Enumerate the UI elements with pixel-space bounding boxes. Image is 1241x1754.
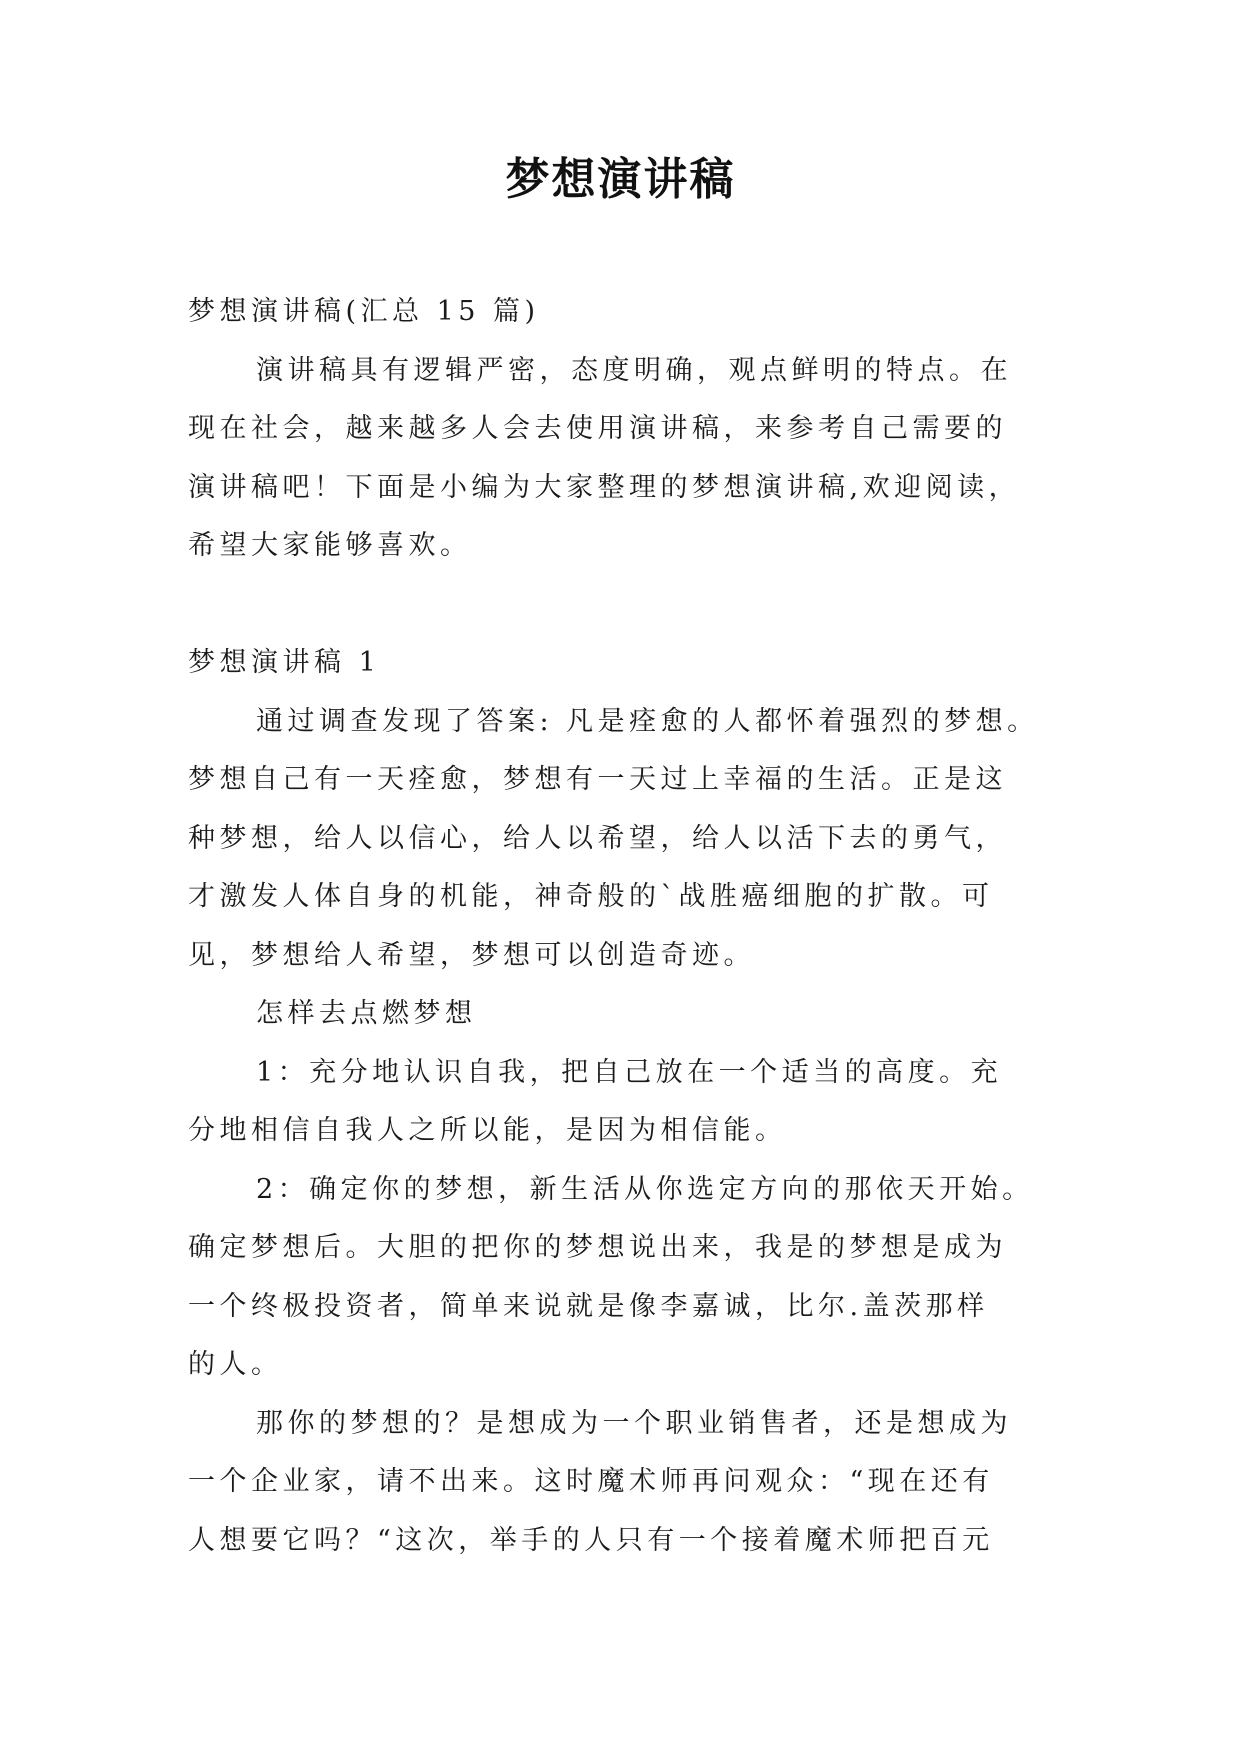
text-line: 怎样去点燃梦想	[256, 998, 477, 1029]
text-line: 人想要它吗？“这次，举手的人只有一个接着魔术师把百元	[188, 1524, 994, 1556]
text-line: 确定梦想后。大胆的把你的梦想说出来，我是的梦想是成为	[188, 1232, 1007, 1263]
text-line: 2：确定你的梦想，新生活从你选定方向的那依天开始。	[256, 1173, 1034, 1205]
text-line: 种梦想，给人以信心，给人以希望，给人以活下去的勇气，	[188, 822, 1007, 854]
document-title: 梦想演讲稿	[505, 154, 736, 205]
text-line: 1：充分地认识自我，把自己放在一个适当的高度。充	[256, 1056, 1003, 1088]
text-line: 梦想演讲稿 1	[188, 647, 381, 678]
text-line: 演讲稿具有逻辑严密，态度明确，观点鲜明的特点。在	[256, 354, 1012, 386]
document-body	[188, 283, 1048, 1570]
text-line: 一个终极投资者，简单来说就是像李嘉诚，比尔.盖茨那样	[188, 1290, 989, 1322]
text-line: 梦想自己有一天痊愈，梦想有一天过上幸福的生活。正是这	[188, 764, 1007, 795]
text-line: 才激发人体自身的机能，神奇般的`战胜癌细胞的扩散。可	[188, 881, 994, 912]
text-line: 梦想演讲稿(汇总 15 篇)	[188, 296, 540, 327]
text-line: 那你的梦想的？是想成为一个职业销售者，还是想成为	[256, 1407, 1012, 1439]
text-line: 分地相信自我人之所以能，是因为相信能。	[188, 1115, 787, 1146]
text-line: 一个企业家，请不出来。这时魔术师再问观众：“现在还有	[188, 1466, 994, 1497]
text-line: 见，梦想给人希望，梦想可以创造奇迹。	[188, 939, 755, 971]
text-line: 希望大家能够喜欢。	[188, 530, 472, 561]
text-line: 的人。	[188, 1349, 283, 1380]
blank-line	[188, 576, 1048, 635]
text-line: 通过调查发现了答案: 凡是痊愈的人都怀着强烈的梦想。	[256, 705, 1039, 737]
text-line: 演讲稿吧！下面是小编为大家整理的梦想演讲稿,欢迎阅读，	[188, 471, 1021, 503]
text-line: 现在社会，越来越多人会去使用演讲稿，来参考自己需要的	[188, 413, 1007, 444]
